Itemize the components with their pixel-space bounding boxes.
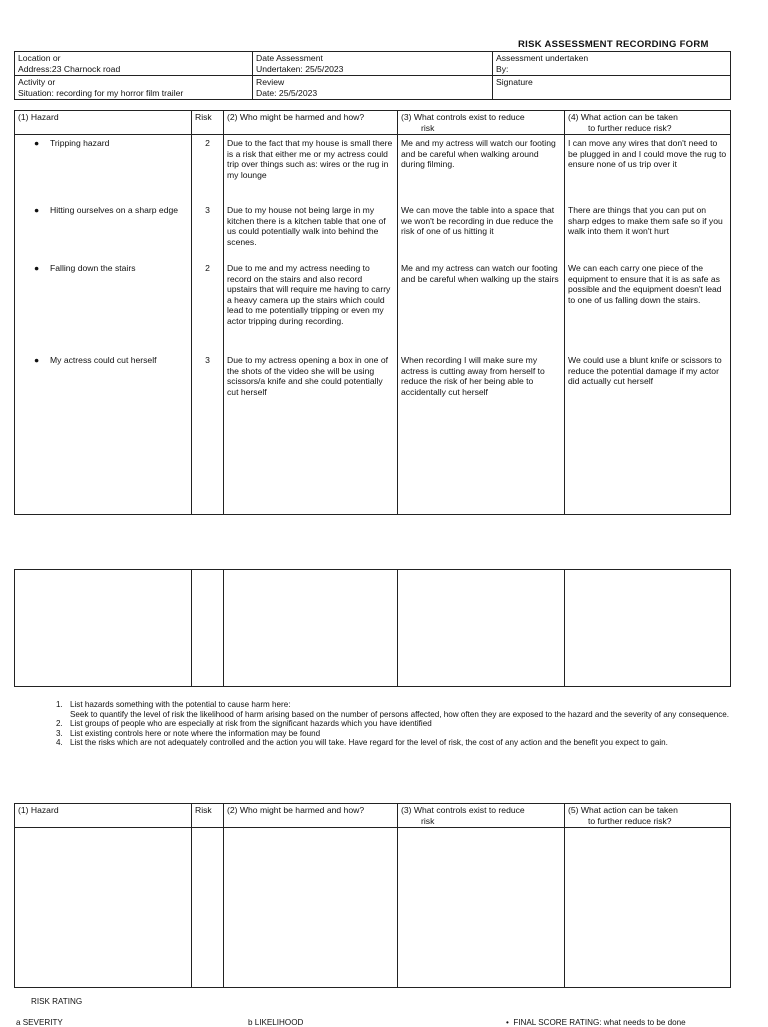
hazard-entry — [18, 355, 188, 366]
date-label: Date Assessment — [256, 53, 323, 63]
review-label: Review — [256, 77, 285, 87]
blank-table — [14, 569, 731, 687]
action-text: We can each carry one piece of the equipment to ensure that it is as safe as possible and the equipment doesn't lead to one of us falling down the stairs. — [568, 263, 722, 305]
controls-text: Me and my actress will watch our footing and be careful when walking around during filming. — [401, 138, 556, 169]
col-controls-label: (3) What controls exist to reduce — [401, 112, 525, 122]
bullet-icon: ● — [34, 138, 40, 148]
col-who-header — [224, 111, 398, 135]
final-score-label — [506, 1018, 686, 1027]
hazard-entry — [18, 263, 188, 274]
controls-text: Me and my actress can watch our footing and be careful when walking up the stairs — [401, 263, 559, 284]
col-action-label: (4) What action can be taken — [568, 112, 678, 122]
risk-column — [192, 135, 224, 515]
col-action-label-2: to further reduce risk? — [588, 122, 672, 133]
controls-text: We can move the table into a space that we won't be recording in due reduce the risk of one of us hitting it — [401, 205, 555, 236]
action-column — [565, 135, 731, 515]
instruction-item — [56, 700, 736, 719]
hazard-text: Falling down the stairs — [50, 263, 136, 273]
undertaken-value: Undertaken: 25/5/2023 — [256, 63, 344, 74]
risk-value: 3 — [205, 355, 210, 365]
blank-cell — [192, 828, 224, 988]
final-score-text: FINAL SCORE RATING: what needs to be done — [513, 1018, 686, 1027]
who-text: Due to me and my actress needing to record on the stairs and also record upstairs that will require me having to carry a heavy camera up the stairs which could lead to me potentially tripping or even my actor tripping during recording. — [227, 263, 391, 326]
instruction-text: List groups of people who are especially at risk from the significant hazards which you have identified — [70, 719, 432, 728]
blank-cell — [565, 828, 731, 988]
hazard-text: My actress could cut herself — [50, 355, 157, 365]
form-title: RISK ASSESSMENT RECORDING FORM — [518, 39, 709, 50]
activity-label: Activity or — [18, 77, 56, 87]
col-hazard-header — [15, 111, 192, 135]
blank-cell — [192, 570, 224, 687]
assessment-label: Assessment undertaken — [496, 53, 589, 63]
col-action-header — [565, 804, 731, 828]
who-text: Due to my actress opening a box in one of the shots of the video she will be using scissors/a knife and she could potentially cut herself — [227, 355, 388, 397]
instruction-item — [56, 738, 736, 748]
col-who-label: (2) Who might be harmed and how? — [227, 805, 365, 815]
instruction-item — [56, 729, 736, 739]
bullet-icon: • — [506, 1018, 514, 1027]
bullet-icon: ● — [34, 263, 40, 273]
col-risk-header — [192, 804, 224, 828]
signature-cell — [493, 76, 731, 100]
col-hazard-label: (1) Hazard — [18, 805, 59, 815]
assessor-cell — [493, 52, 731, 76]
action-text: There are things that you can put on sharp edges to make them safe so if you walk into them it won't hurt — [568, 205, 723, 236]
risk-rating-heading: RISK RATING — [31, 997, 83, 1006]
who-column — [224, 135, 398, 515]
instruction-text: List the risks which are not adequately controlled and the action you will take. Have regard for the level of risk, the cost of any action and the benefit you expect to gain. — [70, 738, 668, 747]
action-text: We could use a blunt knife or scissors to reduce the potential damage if my actor did actually cut herself — [568, 355, 722, 386]
blank-cell — [15, 828, 192, 988]
blank-cell — [398, 828, 565, 988]
severity-label: a SEVERITY — [16, 1018, 63, 1027]
likelihood-label: b LIKELIHOOD — [248, 1018, 304, 1027]
blank-cell — [398, 570, 565, 687]
col-controls-label-2: risk — [421, 815, 435, 826]
col-risk-label: Risk — [195, 112, 212, 122]
col-who-header — [224, 804, 398, 828]
action-text: I can move any wires that don't need to be plugged in and I could move the rug to ensure none of us trip over it — [568, 138, 727, 169]
location-label: Location or — [18, 53, 61, 63]
instruction-number: 4. — [56, 738, 63, 747]
date-cell — [253, 52, 493, 76]
instruction-subtext: Seek to quantify the level of risk the likelihood of harm arising based on the number of persons affected, how often they are exposed to the hazard and the severity of any consequence. — [70, 709, 730, 719]
instruction-number: 2. — [56, 719, 63, 728]
by-label: By: — [496, 63, 509, 74]
bottom-risk-table — [14, 803, 731, 988]
instruction-number: 3. — [56, 728, 63, 738]
instruction-text: List hazards something with the potential to cause harm here: — [70, 700, 291, 709]
situation-value: Situation: recording for my horror film trailer — [18, 87, 184, 98]
instruction-item — [56, 719, 736, 729]
review-cell — [253, 76, 493, 100]
risk-value: 3 — [205, 205, 210, 215]
col-controls-label: (3) What controls exist to reduce — [401, 805, 525, 815]
blank-cell — [224, 570, 398, 687]
col-risk-header — [192, 111, 224, 135]
location-cell — [15, 52, 253, 76]
address-value: Address:23 Charnock road — [18, 63, 121, 74]
col-controls-header — [398, 111, 565, 135]
main-risk-table — [14, 110, 731, 515]
who-text: Due to my house not being large in my kitchen there is a kitchen table that one of us could potentially walk into behind the scenes. — [227, 205, 386, 247]
col-controls-header — [398, 804, 565, 828]
header-table — [14, 51, 731, 100]
risk-value: 2 — [205, 138, 210, 148]
col-action-header — [565, 111, 731, 135]
col-action-label: (5) What action can be taken — [568, 805, 678, 815]
who-text: Due to the fact that my house is small there is a risk that either me or my actress could trip over things such as: wires or the rug in my lounge — [227, 138, 393, 180]
blank-cell — [565, 570, 731, 687]
hazard-text: Tripping hazard — [50, 138, 110, 148]
col-who-label: (2) Who might be harmed and how? — [227, 112, 365, 122]
review-date-value: Date: 25/5/2023 — [256, 87, 318, 98]
hazard-text: Hitting ourselves on a sharp edge — [50, 205, 179, 215]
blank-cell — [224, 828, 398, 988]
instruction-number: 1. — [56, 700, 63, 709]
bullet-icon: ● — [34, 205, 40, 215]
controls-column — [398, 135, 565, 515]
controls-text: When recording I will make sure my actress is cutting away from herself to reduce the risk of her being able to accidentally cut herself — [401, 355, 545, 397]
signature-label: Signature — [496, 77, 533, 87]
risk-value: 2 — [205, 263, 210, 273]
col-hazard-header — [15, 804, 192, 828]
hazard-entry — [18, 138, 188, 149]
blank-cell — [15, 570, 192, 687]
col-action-label-2: to further reduce risk? — [588, 815, 672, 826]
instructions-list — [56, 700, 736, 748]
col-controls-label-2: risk — [421, 122, 435, 133]
col-hazard-label: (1) Hazard — [18, 112, 59, 122]
instruction-text: List existing controls here or note where the information may be found — [70, 728, 321, 738]
activity-cell — [15, 76, 253, 100]
hazard-entry — [18, 205, 188, 216]
hazard-column — [15, 135, 192, 515]
bullet-icon: ● — [34, 355, 40, 365]
col-risk-label: Risk — [195, 805, 212, 815]
